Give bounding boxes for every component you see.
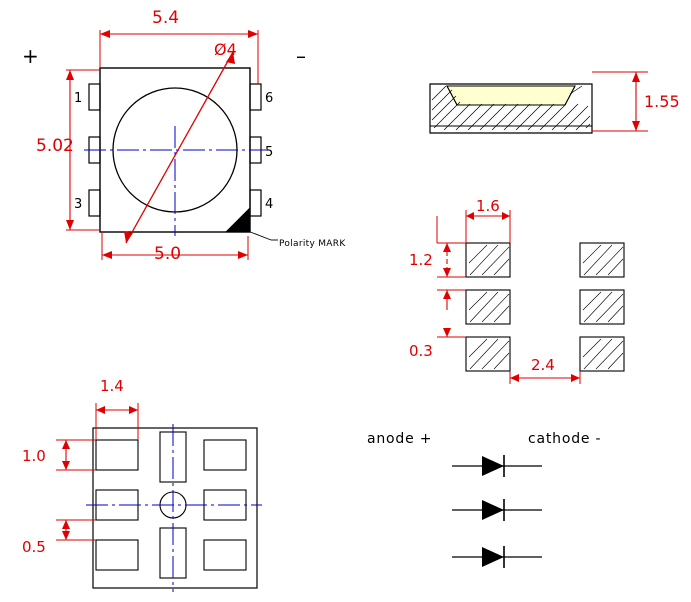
dim-1-2-arrow-bottom bbox=[443, 268, 451, 277]
top-view-pin-6-tab bbox=[250, 84, 261, 110]
pin-label-4: 4 bbox=[265, 197, 274, 212]
diameter-arrow-bottom bbox=[124, 231, 133, 243]
bottom-pad-r3 bbox=[204, 540, 246, 570]
dim-5-0-arrow-left bbox=[102, 251, 112, 259]
dim-label-0-3: 0.3 bbox=[409, 342, 433, 360]
bottom-pad-l1 bbox=[96, 440, 138, 470]
pad-layout-hatching bbox=[469, 245, 623, 369]
cathode-label: cathode - bbox=[528, 431, 602, 447]
cathode-minus-sign: – bbox=[296, 44, 306, 68]
dim-0-3-arrow-top bbox=[443, 290, 451, 299]
dim-label-5-0: 5.0 bbox=[154, 244, 182, 264]
top-view-pin-4-tab bbox=[250, 190, 261, 216]
dim-label-1-55: 1.55 bbox=[644, 92, 680, 111]
dim-label-2-4: 2.4 bbox=[531, 356, 555, 374]
pin-label-1: 1 bbox=[74, 91, 83, 106]
dim-label-5-4: 5.4 bbox=[152, 8, 180, 28]
dim-label-1-0: 1.0 bbox=[22, 447, 46, 465]
dim-5-4-arrow-right bbox=[248, 30, 258, 38]
dim-0-3-arrow-bottom bbox=[443, 328, 451, 337]
dim-label-5-02: 5.02 bbox=[36, 136, 74, 156]
top-view bbox=[66, 30, 278, 260]
top-view-pin-1-tab bbox=[89, 84, 100, 110]
dim-1-2-arrow-top bbox=[443, 243, 451, 252]
anode-plus-sign: + bbox=[22, 44, 39, 68]
bottom-pad-r1 bbox=[204, 440, 246, 470]
dim-1-6-arrow-right bbox=[502, 212, 510, 220]
dim-5-02-arrow-top bbox=[66, 70, 74, 80]
dim-5-0-arrow-right bbox=[238, 251, 248, 259]
dim-2-4-arrow-right bbox=[571, 374, 580, 382]
polarity-mark-chamfer bbox=[226, 208, 250, 232]
dim-1-4-arrow-left bbox=[96, 406, 105, 414]
dim-1-6-arrow-left bbox=[466, 212, 474, 220]
diode-3-triangle bbox=[482, 547, 504, 567]
circuit-diagram bbox=[452, 455, 542, 568]
polarity-mark-label: Polarity MARK bbox=[279, 239, 346, 249]
diameter-leader-line bbox=[126, 52, 233, 243]
dim-label-1-6: 1.6 bbox=[476, 197, 500, 215]
dim-5-4-arrow-left bbox=[100, 30, 110, 38]
pin-label-3: 3 bbox=[74, 197, 83, 212]
dim-1-55-arrow-top bbox=[632, 72, 640, 82]
dim-label-1-4: 1.4 bbox=[100, 377, 124, 395]
diode-1-triangle bbox=[482, 456, 504, 476]
bottom-view bbox=[56, 403, 262, 592]
side-view bbox=[430, 72, 648, 133]
dim-1-55-arrow-bottom bbox=[632, 121, 640, 131]
dim-label-1-2: 1.2 bbox=[409, 251, 433, 269]
dim-1-4-arrow-right bbox=[129, 406, 138, 414]
dim-0-5-arrow-top bbox=[62, 520, 70, 529]
dim-label-lens-diameter: Ø4 bbox=[214, 40, 237, 59]
pin-label-6: 6 bbox=[265, 91, 274, 106]
dim-2-4-arrow-left bbox=[510, 374, 519, 382]
dim-0-5-arrow-bottom bbox=[62, 531, 70, 540]
anode-label: anode + bbox=[367, 431, 433, 447]
bottom-view-body-outline bbox=[93, 428, 257, 588]
polarity-mark-leader bbox=[240, 228, 271, 240]
top-view-pin-3-tab bbox=[89, 190, 100, 216]
bottom-pad-l3 bbox=[96, 540, 138, 570]
pin-label-5: 5 bbox=[265, 145, 274, 160]
diode-2-triangle bbox=[482, 500, 504, 520]
side-view-lens-cavity bbox=[447, 86, 575, 105]
dim-5-02-arrow-bottom bbox=[66, 220, 74, 230]
dim-1-0-arrow-bottom bbox=[62, 461, 70, 470]
dim-1-0-arrow-top bbox=[62, 440, 70, 449]
dim-label-0-5: 0.5 bbox=[22, 538, 46, 556]
